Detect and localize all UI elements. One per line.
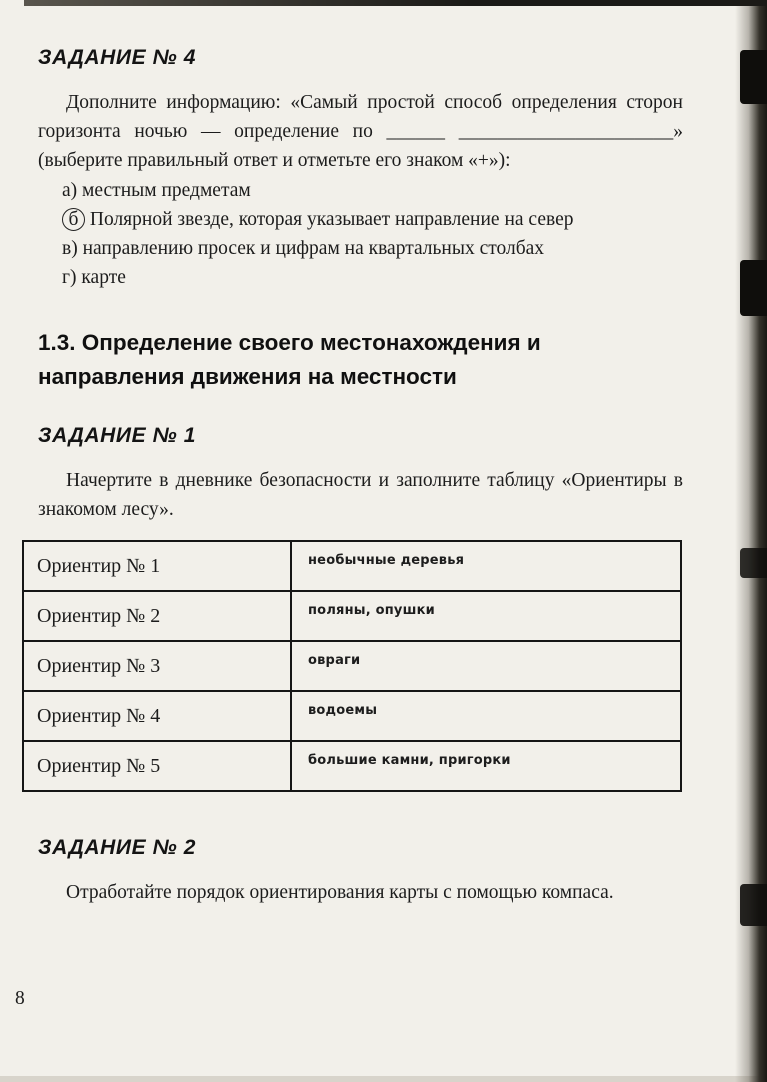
table-row [23,641,681,691]
option-v [38,234,683,263]
task4-heading: ЗАДАНИЕ № 4 [38,46,197,69]
option-v-text: направлению просек и цифрам на квартальных столбах [82,238,545,259]
task2-intro: Отработайте порядок ориентирования карты с помощью компаса. [66,882,614,903]
option-a-text: местным предметам [82,180,251,201]
row-value-handwritten: овраги [291,641,681,691]
option-g-text: карте [81,267,126,288]
option-b [38,205,683,234]
table-row [23,691,681,741]
table-row [23,541,681,591]
scan-artifact [740,884,767,926]
task1-heading: ЗАДАНИЕ № 1 [38,424,197,447]
row-value-handwritten: необычные деревья [291,541,681,591]
task2-heading: ЗАДАНИЕ № 2 [38,836,197,859]
row-value-handwritten: большие камни, пригорки [291,741,681,791]
section-heading: 1.3. Определение своего местонахождения и направления движения на местности [38,330,541,389]
row-label: Ориентир № 4 [23,691,291,741]
scan-artifact [740,50,767,104]
table-row [23,741,681,791]
option-g-letter: г) [62,267,77,288]
row-label: Ориентир № 5 [23,741,291,791]
row-label: Ориентир № 3 [23,641,291,691]
task4-options [38,176,683,292]
option-b-text: Полярной звезде, которая указывает направление на север [89,209,574,230]
scan-artifact [740,260,767,316]
option-a-letter: а) [62,180,78,201]
option-a [38,176,683,205]
scan-artifact [740,548,767,578]
option-g [38,263,683,292]
row-value-handwritten: водоемы [291,691,681,741]
selected-answer-circle: б [62,208,85,231]
option-v-letter: в) [62,238,78,259]
row-label: Ориентир № 2 [23,591,291,641]
orientir-table [22,540,682,792]
row-value-handwritten: поляны, опушки [291,591,681,641]
table-row [23,591,681,641]
row-label: Ориентир № 1 [23,541,291,591]
scan-edge-bottom [0,1076,767,1082]
task1-intro: Начертите в дневнике безопасности и заполните таблицу «Ориентиры в знакомом лесу». [38,470,683,520]
scan-edge-top [24,0,767,6]
page-number: 8 [15,988,25,1009]
task4-intro: Дополните информацию: «Самый простой способ определения сторон горизонта ночью — определение по ______ ______________________» (выберите правильный ответ и отметьте его знаком «+»): [38,92,683,171]
